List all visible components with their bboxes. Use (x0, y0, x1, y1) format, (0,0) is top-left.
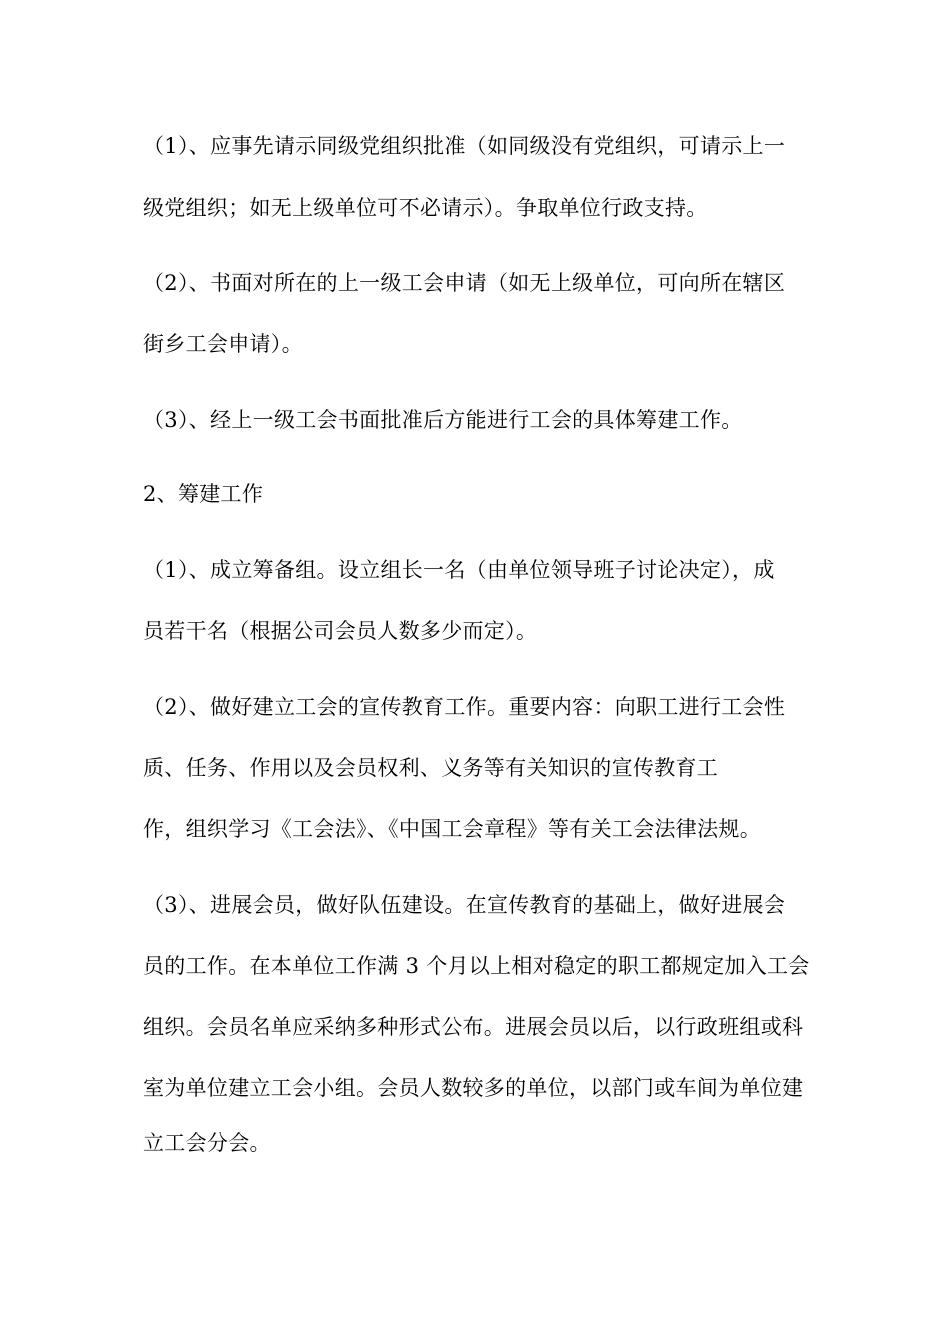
paragraph-line: （2）、做好建立工会的宣传教育工作。重要内容：向职工进行工会性 (143, 695, 786, 719)
paragraph-line: 员若干名（根据公司会员人数多少而定）。 (143, 619, 538, 643)
paragraph-line: （2）、书面对所在的上一级工会申请（如无上级单位，可向所在辖区 (143, 271, 786, 295)
paragraph-line: 街乡工会申请）。 (143, 332, 303, 356)
paragraph-line: 作，组织学习《工会法》、《中国工会章程》等有关工会法律法规。 (143, 817, 761, 841)
paragraph-line: （1）、应事先请示同级党组织批准（如同级没有党组织，可请示上一 (143, 134, 786, 158)
paragraph-line: （3）、进展会员，做好队伍建设。在宣传教育的基础上，做好进展会 (143, 893, 786, 917)
paragraph-line: （3）、经上一级工会书面批准后方能进行工会的具体筹建工作。 (143, 408, 743, 432)
paragraph-line: 组织。会员名单应采纳多种形式公布。进展会员以后，以行政班组或科 (143, 1015, 804, 1039)
paragraph-line: 室为单位建立工会小组。会员人数较多的单位，以部门或车间为单位建 (143, 1076, 804, 1100)
section-heading: 2、筹建工作 (143, 482, 264, 506)
paragraph-line: （1）、成立筹备组。设立组长一名（由单位领导班子讨论决定），成 (143, 558, 775, 582)
paragraph-line: 员的工作。在本单位工作满 3 个月以上相对稳定的职工都规定加入工会 (143, 954, 810, 978)
paragraph-line: 级党组织；如无上级单位可不必请示）。争取单位行政支持。 (143, 196, 708, 220)
paragraph-line: 立工会分会。 (143, 1131, 271, 1155)
paragraph-line: 质、任务、作用以及会员权利、义务等有关知识的宣传教育工 (143, 756, 719, 780)
